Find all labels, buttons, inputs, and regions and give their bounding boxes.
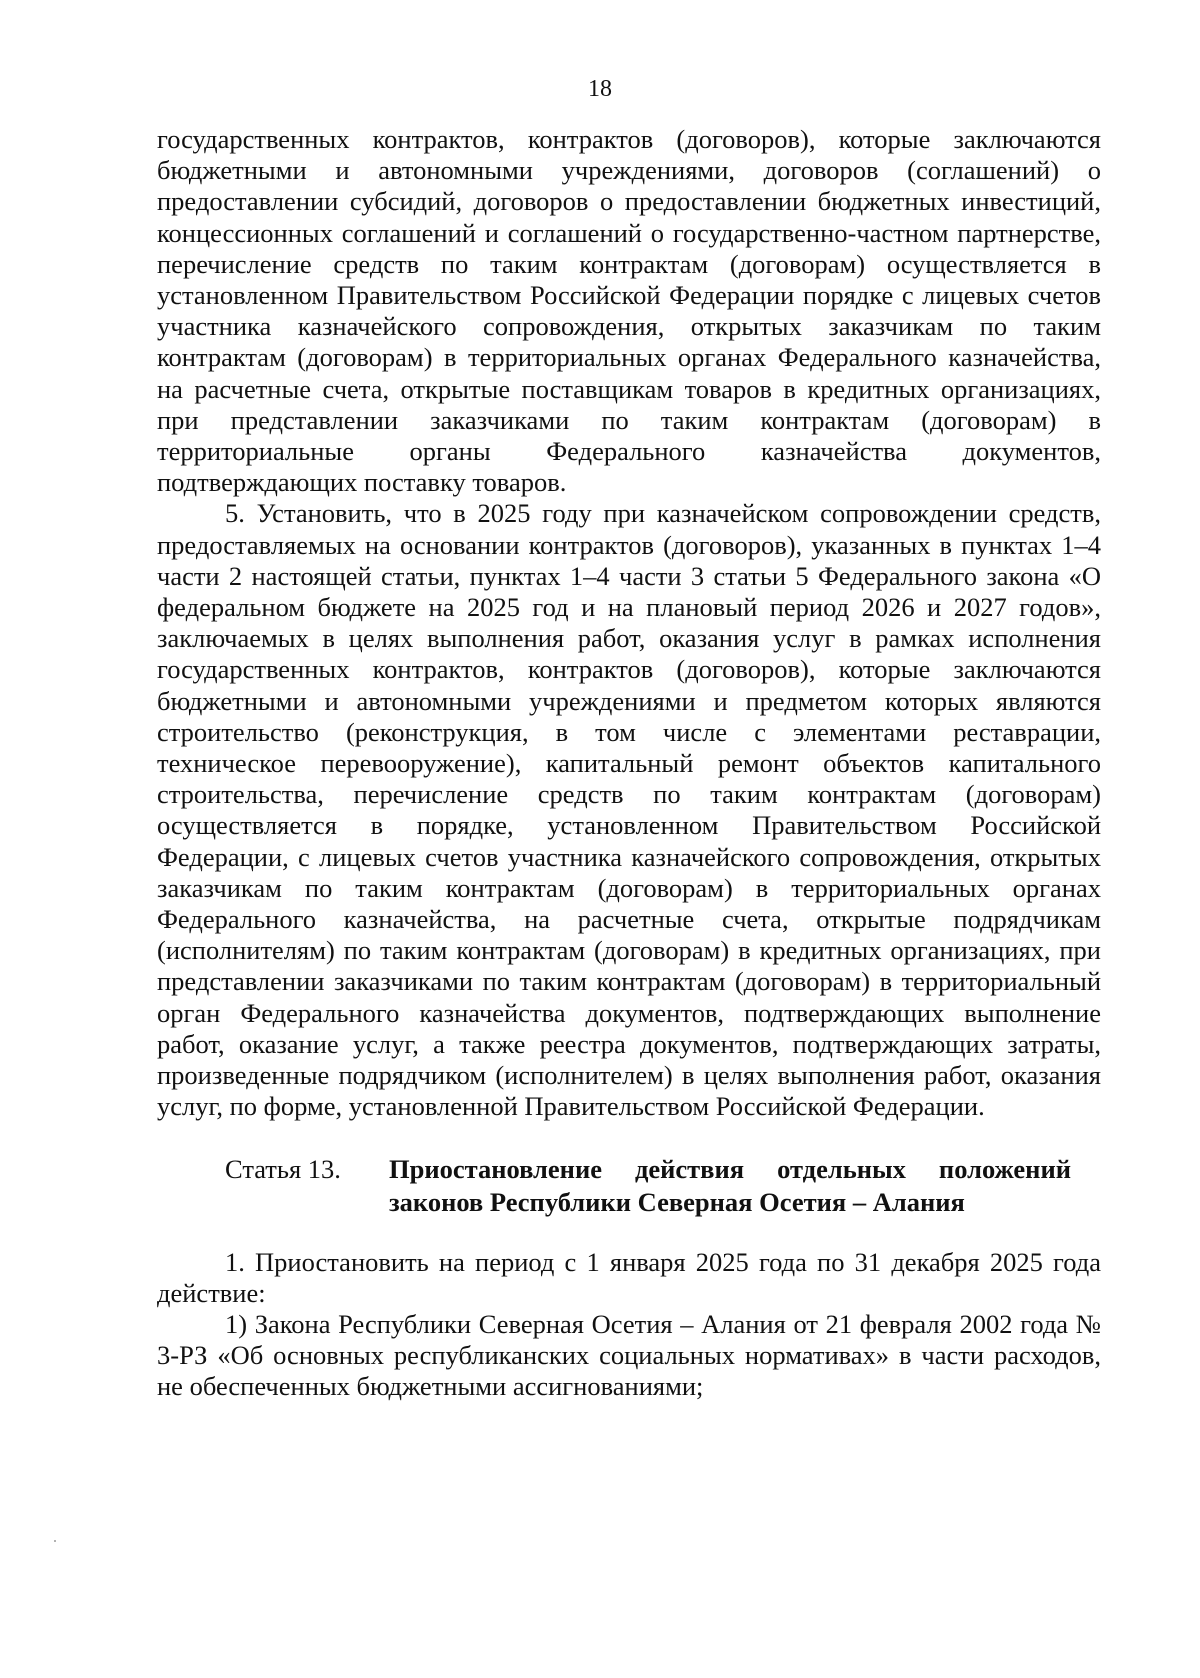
article-title: Приостановление действия отдельных положений законов Республики Северная Осетия – Алания — [389, 1153, 1071, 1217]
scan-speck — [54, 1540, 56, 1542]
paragraph-item-1: 1) Закона Республики Северная Осетия – Алания от 21 февраля 2002 года № 3-РЗ «Об основных республиканских социальных нормативах» в части расходов, не обеспеченных бюджетными ассигнованиями; — [157, 1308, 1101, 1402]
article-number: Статья 13. — [225, 1153, 341, 1184]
paragraph-clause-1: 1. Приостановить на период с 1 января 2025 года по 31 декабря 2025 года действие: — [157, 1246, 1101, 1308]
paragraph-clause-5: 5. Установить, что в 2025 году при казначейском сопровождении средств, предоставляемых на основании контрактов (договоров), указанных в пунктах 1–4 части 2 настоящей статьи, пунктах 1–4 части 3 статьи 5 Федерального закона «О федеральном бюджете на 2025 год и на плановый период 2026 и 2027 годов», заключаемых в целях выполнения работ, оказания услуг в рамках исполнения государственных контрактов, контрактов (договоров), которые заключаются бюджетными и автономными учреждениями и предметом которых являются строительство (реконструкция, в том числе с элементами реставрации, техническое перевооружение), капитальный ремонт объектов капитального строительства, перечисление средств по таким контрактам (договорам) осуществляется в порядке, установленном Правительством Российской Федерации, с лицевых счетов участника казначейского сопровождения, открытых заказчикам по таким контрактам (договорам) в территориальных органах Федерального казначейства, на расчетные счета, открытые подрядчикам (исполнителям) по таким контрактам (договорам) в кредитных организациях, при представлении заказчиками по таким контрактам (договорам) в территориальный орган Федерального казначейства документов, подтверждающих выполнение работ, оказание услуг, а также реестра документов, подтверждающих затраты, произведенные подрядчиком (исполнителем) в целях выполнения работ, оказания услуг, по форме, установленной Правительством Российской Федерации. — [157, 498, 1101, 1122]
article-heading — [157, 1153, 1101, 1219]
page-number: 18 — [588, 76, 612, 102]
document-body — [157, 124, 1101, 1403]
paragraph-continuation: государственных контрактов, контрактов (договоров), которые заключаются бюджетными и автономными учреждениями, договоров (соглашений) о предоставлении субсидий, договоров о предоставлении бюджетных инвестиций, концессионных соглашений и соглашений о государственно-частном партнерстве, перечисление средств по таким контрактам (договорам) осуществляется в установленном Правительством Российской Федерации порядке с лицевых счетов участника казначейского сопровождения, открытых заказчикам по таким контрактам (договорам) в территориальных органах Федерального казначейства, на расчетные счета, открытые поставщикам товаров в кредитных организациях, при представлении заказчиками по таким контрактам (договорам) в территориальные органы Федерального казначейства документов, подтверждающих поставку товаров. — [157, 124, 1101, 498]
